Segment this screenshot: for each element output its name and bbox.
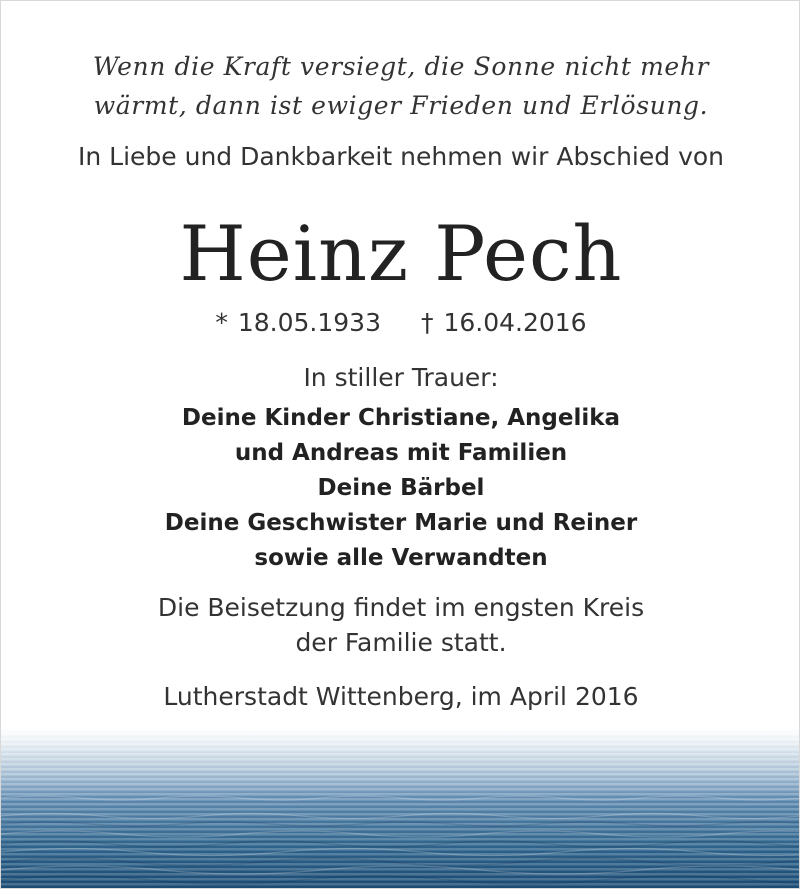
- burial-note-line-1: Die Beisetzung findet im engsten Kreis: [157, 593, 645, 622]
- mourner-line: sowie alle Verwandten: [254, 545, 548, 571]
- deceased-name: Heinz Pech: [179, 209, 623, 298]
- mourner-line: Deine Kinder Christiane, Angelika: [181, 405, 621, 431]
- place-and-date: Lutherstadt Wittenberg, im April 2016: [163, 682, 639, 711]
- life-dates: [1, 305, 800, 341]
- water-surface-image: [1, 728, 800, 888]
- mourner-line: und Andreas mit Familien: [234, 440, 568, 466]
- water-ripples: [1, 728, 800, 888]
- mourner-line: Deine Bärbel: [317, 475, 485, 501]
- mourning-heading: In stiller Trauer:: [303, 363, 499, 392]
- memorial-quote: [1, 47, 800, 125]
- death-date: † 16.04.2016: [421, 308, 587, 337]
- intro-text: In Liebe und Dankbarkeit nehmen wir Abschied von: [77, 142, 725, 171]
- burial-note-line-2: der Familie statt.: [295, 628, 507, 657]
- burial-note: [1, 590, 800, 660]
- mourner-line: Deine Geschwister Marie und Reiner: [164, 510, 638, 536]
- quote-line-2: wärmt, dann ist ewiger Frieden und Erlösung.: [93, 91, 709, 120]
- mourners-list: [1, 401, 800, 576]
- quote-line-1: Wenn die Kraft versiegt, die Sonne nicht mehr: [92, 52, 710, 81]
- birth-date: * 18.05.1933: [215, 308, 381, 337]
